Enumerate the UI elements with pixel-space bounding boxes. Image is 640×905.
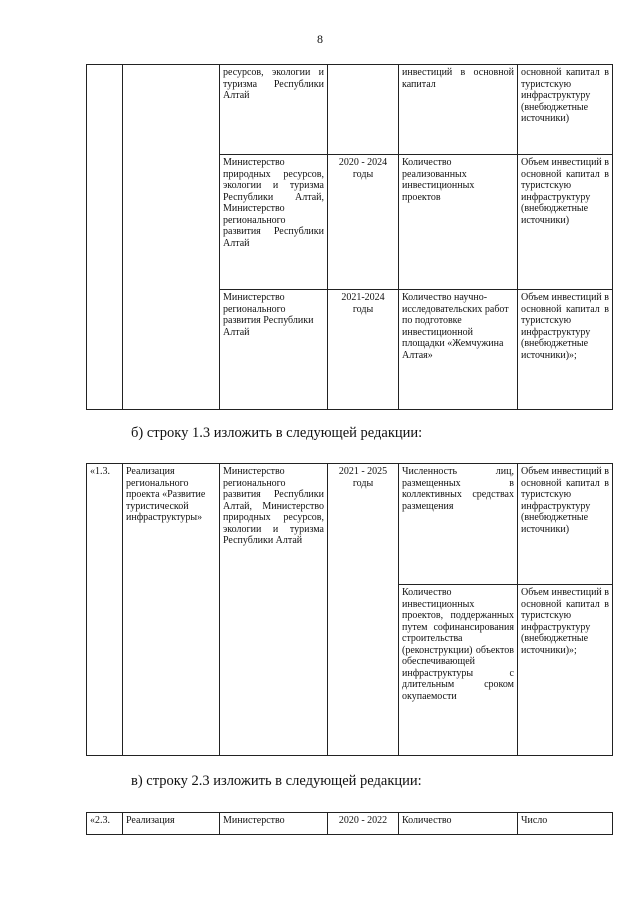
paragraph-b: б) строку 1.3 изложить в следующей редакции: bbox=[131, 425, 423, 441]
executor-cell: Министерство регионального развития Республики Алтай, Министерство природных ресурсов, экологии и туризма Республики Алтай bbox=[220, 464, 328, 756]
period-cell: 2020 - 2022 bbox=[328, 813, 399, 835]
row-2-3-table bbox=[86, 812, 613, 835]
indicator-cell: Количество научно-исследовательских работ по подготовке инвестиционной площадки «Жемчужина Алтая» bbox=[399, 290, 518, 410]
period-cell: 2021 - 2025 годы bbox=[328, 464, 399, 756]
paragraph-v: в) строку 2.3 изложить в следующей редакции: bbox=[131, 773, 422, 789]
executor-cell: Министерство bbox=[220, 813, 328, 835]
source-cell: Объем инвестиций в основной капитал в туристскую инфраструктуру (внебюджетные источники)»; bbox=[518, 585, 613, 756]
executor-cell: ресурсов, экологии и туризма Республики Алтай bbox=[220, 65, 328, 155]
table-row bbox=[87, 464, 613, 585]
indicator-cell: Количество реализованных инвестиционных проектов bbox=[399, 155, 518, 290]
table-row bbox=[87, 813, 613, 835]
number-cell bbox=[87, 65, 123, 410]
indicator-cell: инвестиций в основной капитал bbox=[399, 65, 518, 155]
period-cell: 2020 - 2024 годы bbox=[328, 155, 399, 290]
indicator-cell: Количество bbox=[399, 813, 518, 835]
period-cell: 2021-2024 годы bbox=[328, 290, 399, 410]
table-row bbox=[87, 65, 613, 155]
indicator-cell: Численность лиц, размещенных в коллективных средствах размещения bbox=[399, 464, 518, 585]
name-cell: Реализация bbox=[123, 813, 220, 835]
page-number: 8 bbox=[317, 32, 323, 46]
executor-cell: Министерство регионального развития Республики Алтай bbox=[220, 290, 328, 410]
source-cell: Объем инвестиций в основной капитал в туристскую инфраструктуру (внебюджетные источники)»; bbox=[518, 290, 613, 410]
executor-cell: Министерство природных ресурсов, экологии и туризма Республики Алтай, Министерство регионального развития Республики Алтай bbox=[220, 155, 328, 290]
period-cell bbox=[328, 65, 399, 155]
name-cell: Реализация регионального проекта «Развитие туристической инфраструктуры» bbox=[123, 464, 220, 756]
number-cell: «1.3. bbox=[87, 464, 123, 756]
source-cell: Объем инвестиций в основной капитал в туристскую инфраструктуру (внебюджетные источники) bbox=[518, 464, 613, 585]
name-cell bbox=[123, 65, 220, 410]
source-cell: Число bbox=[518, 813, 613, 835]
row-1-3-table bbox=[86, 463, 613, 756]
number-cell: «2.3. bbox=[87, 813, 123, 835]
indicator-cell: Количество инвестиционных проектов, поддержанных путем софинансирования строительства (реконструкции) объектов обеспечивающей инфраструктуры с длительным сроком окупаемости bbox=[399, 585, 518, 756]
continuation-table bbox=[86, 64, 613, 410]
source-cell: основной капитал в туристскую инфраструктуру (внебюджетные источники) bbox=[518, 65, 613, 155]
source-cell: Объем инвестиций в основной капитал в туристскую инфраструктуру (внебюджетные источники) bbox=[518, 155, 613, 290]
